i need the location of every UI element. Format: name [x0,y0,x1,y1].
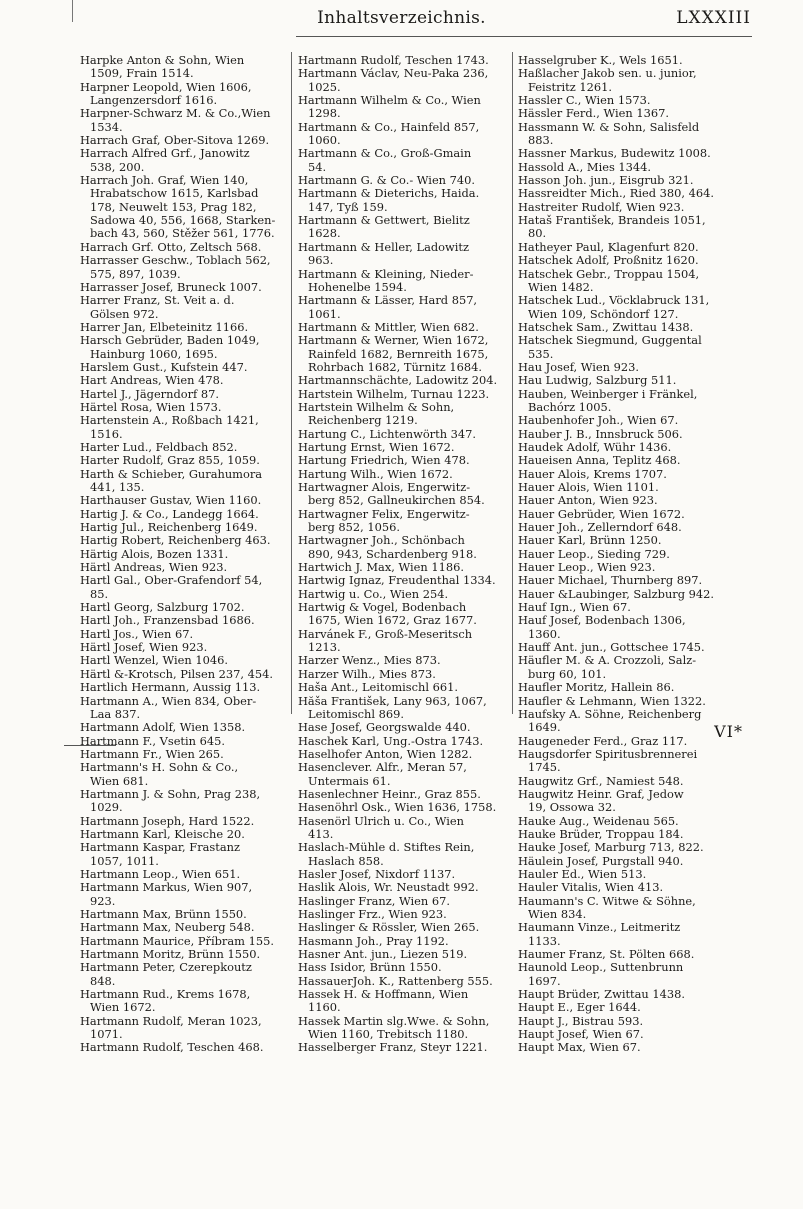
index-entry: Hass Isidor, Brünn 1550. [298,960,442,975]
index-entry-continuation: Hainburg 1060, 1695. [90,346,218,361]
index-entry-continuation: 1360. [528,626,561,641]
index-entry-continuation: 1298. [308,106,341,121]
index-entry-continuation: 1675, Wien 1672, Graz 1677. [308,613,477,628]
index-entry: Harpke Anton & Sohn, Wien [80,53,245,67]
index-entry: Hasenörl Ulrich u. Co., Wien [298,813,464,828]
page-title: Inhaltsverzeichnis. [317,8,486,28]
index-entry: Hartmann Joseph, Hard 1522. [80,813,255,828]
index-column-3 [518,54,750,1055]
index-entry-continuation: 54. [308,159,327,174]
index-entry: Haugwitz Grf., Namiest 548. [518,773,684,788]
index-entry: Haschek Karl, Ung.-Ostra 1743. [298,733,484,748]
index-entry: Hartmann & Gettwert, Bielitz [298,213,470,228]
index-entry: Hau Ludwig, Salzburg 511. [518,373,677,388]
index-entry: Hartl Georg, Salzburg 1702. [80,600,245,615]
index-entry: Hartmann Markus, Wien 907, [80,880,253,895]
index-entry: Hartig J. & Co., Landegg 1664. [80,506,259,521]
index-entry: Hartwig & Vogel, Bodenbach [298,600,467,615]
index-entry: Hauer Gebrüder, Wien 1672. [518,506,685,521]
index-entry: Harrach Graf, Ober-Sitova 1269. [80,133,270,148]
index-entry: Hartmann Adolf, Wien 1358. [80,720,246,735]
index-entry: Harsch Gebrüder, Baden 1049, [80,333,260,348]
index-entry: Hartmann Kaspar, Frastanz [80,840,240,855]
index-entry-continuation: 178, Neuwelt 153, Prag 182, [90,199,257,214]
index-entry: Harrer Jan, Elbeteinitz 1166. [80,319,249,334]
index-entry: Harter Lud., Feldbach 852. [80,439,238,454]
index-entry-continuation: Untermais 61. [308,773,391,788]
index-entry: Haslinger & Rössler, Wien 265. [298,920,480,935]
index-entry: Haumann's C. Witwe & Söhne, [518,893,696,908]
index-entry: Haupt E., Eger 1644. [518,1000,641,1015]
index-entry: Hartmann Karl, Kleische 20. [80,826,245,841]
index-entry: Hart Andreas, Wien 478. [80,373,224,388]
index-entry: Hartstein Wilhelm, Turnau 1223. [298,386,490,401]
index-entry: Haša Ant., Leitomischl 661. [298,680,458,695]
index-entry: Haueisen Anna, Teplitz 468. [518,453,681,468]
index-entry: Hartwagner Alois, Engerwitz- [298,480,471,494]
index-entry: Hartel J., Jägerndorf 87. [80,386,220,401]
index-entry-continuation: berg 852, Gallneukirchen 854. [308,493,485,508]
index-entry: Hauber J. B., Innsbruck 506. [518,426,683,441]
index-entry: Hartmann Václav, Neu-Paka 236, [298,66,489,81]
index-entry-continuation: Hrabatschow 1615, Karlsbad [90,186,259,201]
index-column-1 [80,54,304,1055]
index-entry: Hatschek Lud., Vöcklabruck 131, [518,293,710,308]
index-entry: Hauer Karl, Brünn 1250. [518,533,662,548]
column-divider [291,52,292,714]
index-entry: Hartmann Maurice, Příbram 155. [80,933,274,948]
index-entry: Harvánek F., Groß-Meseritsch [298,626,473,641]
index-entry-continuation: berg 852, 1056. [308,520,400,535]
index-entry: Hassner Markus, Budewitz 1008. [518,146,711,161]
index-entry: Hassreidter Mich., Ried 380, 464. [518,186,715,201]
index-entry-continuation: 883. [528,133,554,148]
index-entry: Harrer Franz, St. Veit a. d. [80,293,235,308]
index-entry: Hassold A., Mies 1344. [518,159,652,174]
index-entry: Harrasser Geschw., Toblach 562, [80,253,271,268]
index-entry: Hartwagner Joh., Schönbach [298,533,465,548]
index-entry: Hartmann Peter, Czerepkoutz [80,960,252,975]
index-entry: Hartmann & Kleining, Nieder- [298,266,474,281]
index-entry-continuation: Wien 1672. [90,1000,156,1015]
index-entry: Harzer Wilh., Mies 873. [298,666,436,681]
index-entry: Hasenöhrl Osk., Wien 1636, 1758. [298,800,497,815]
index-entry: Hartmann & Dieterichs, Haida. [298,186,480,201]
index-entry: Hartmann Wilhelm & Co., Wien [298,93,481,108]
index-entry-continuation: 1509, Frain 1514. [90,66,194,81]
index-entry: Harslem Gust., Kufstein 447. [80,359,248,374]
index-entry: Hassmann W. & Sohn, Salisfeld [518,119,700,134]
index-entry: Hasmann Joh., Pray 1192. [298,933,449,948]
index-entry: Hasselberger Franz, Steyr 1221. [298,1040,488,1055]
index-entry-continuation: 1029. [90,800,123,815]
index-entry-continuation: Bachórz 1005. [528,399,612,414]
index-entry: Hartmann F., Vsetin 645. [80,733,225,748]
index-entry: Hastreiter Rudolf, Wien 923. [518,199,685,214]
index-entry: Hatschek Gebr., Troppau 1504, [518,266,700,281]
index-entry: Hartmann Fr., Wien 265. [80,746,224,761]
index-entry-continuation: Feistritz 1261. [528,79,612,94]
index-entry: Hartmann & Lässer, Hard 857, [298,293,478,308]
index-entry: Hartmann J. & Sohn, Prag 238, [80,786,261,801]
index-entry: Haunold Leop., Suttenbrunn [518,960,684,975]
index-entry: Haupt J., Bistrau 593. [518,1013,644,1028]
index-entry: Hässler Ferd., Wien 1367. [518,106,669,121]
index-entry: Harpner-Schwarz M. & Co.,Wien [80,106,271,121]
footer-rule [64,745,116,746]
index-entry-continuation: Wien 1482. [528,279,594,294]
index-entry: Hauf Josef, Bodenbach 1306, [518,613,686,628]
index-entry: Hauer Alois, Wien 1101. [518,480,659,494]
index-entry: Haudek Adolf, Wühr 1436. [518,439,672,454]
signature-mark: VI* [714,722,743,741]
index-entry-continuation: 19, Ossowa 32. [528,800,616,815]
index-entry: Harrach Grf. Otto, Zeltsch 568. [80,239,262,254]
column-divider [512,52,513,714]
index-entry: Hassek Martin slg.Wwe. & Sohn, [298,1013,490,1028]
index-entry: Hăša František, Lany 963, 1067, [298,693,487,708]
index-entry: Hartmann Max, Neuberg 548. [80,920,255,935]
index-entry: Hartmann & Co., Hainfeld 857, [298,119,480,134]
index-entry: HassauerJoh. K., Rattenberg 555. [298,973,493,988]
index-entry: Hauler Vitalis, Wien 413. [518,880,664,895]
index-entry: Hauke Josef, Marburg 713, 822. [518,840,704,855]
index-entry: Hauer Michael, Thurnberg 897. [518,573,703,588]
index-entry-continuation: Wien 109, Schöndorf 127. [528,306,679,321]
index-entry: Hartl Gal., Ober-Grafendorf 54, [80,573,263,588]
index-entry: Hartmann & Werner, Wien 1672, [298,333,489,348]
index-entry: Hartung Friedrich, Wien 478. [298,453,470,468]
index-entry-continuation: 1060. [308,133,341,148]
index-entry: Hauben, Weinberger i Fränkel, [518,386,698,401]
index-entry: Hau Josef, Wien 923. [518,359,639,374]
index-entry-continuation: 1057, 1011. [90,853,159,868]
index-entry: Haslinger Frz., Wien 923. [298,907,447,921]
index-entry: Haugeneder Ferd., Graz 117. [518,733,688,748]
index-entry: Hatschek Adolf, Proßnitz 1620. [518,253,699,268]
index-entry: Hartung Wilh., Wien 1672. [298,466,453,481]
index-entry-continuation: 147, Tyß 159. [308,199,388,214]
index-entry: Harpner Leopold, Wien 1606, [80,79,252,94]
index-entry-continuation: 1071. [90,1027,123,1042]
index-entry-continuation: 1213. [308,640,341,655]
index-column-2 [298,54,512,1055]
index-entry: Haupt Josef, Wien 67. [518,1027,644,1042]
index-entry: Hartmann Moritz, Brünn 1550. [80,947,261,962]
index-entry: Hartlich Hermann, Aussig 113. [80,680,261,695]
index-entry-continuation: 1745. [528,760,561,775]
index-entry: Hauke Aug., Weidenau 565. [518,813,679,828]
index-entry-continuation: Langenzersdorf 1616. [90,93,218,108]
index-entry: Hatschek Siegmund, Guggental [518,333,702,348]
index-entry: Haselhofer Anton, Wien 1282. [298,746,473,761]
index-entry: Hauke Brüder, Troppau 184. [518,826,684,841]
index-entry-continuation: 1628. [308,226,341,241]
index-entry-continuation: burg 60, 101. [528,666,607,681]
index-entry: Härtel Rosa, Wien 1573. [80,399,222,414]
index-entry: Hauer Leop., Wien 923. [518,560,656,575]
index-entry: Hassek H. & Hoffmann, Wien [298,987,469,1002]
index-entry-continuation: 1697. [528,973,561,988]
index-entry: Haufler Moritz, Hallein 86. [518,680,675,695]
index-entry: Harthauser Gustav, Wien 1160. [80,493,262,508]
index-entry-continuation: Wien 681. [90,773,149,788]
index-entry: Haufsky A. Söhne, Reichenberg [518,706,702,721]
index-entry: Härtl Andreas, Wien 923. [80,560,228,575]
index-entry: Hartmann & Heller, Ladowitz [298,239,470,254]
index-entry-continuation: Laa 837. [90,706,141,721]
index-entry: Hartmann G. & Co.- Wien 740. [298,173,475,188]
index-entry: Hauler Ed., Wien 513. [518,866,647,881]
header-rule [296,36,752,37]
index-entry: Hartmann Rudolf, Teschen 468. [80,1040,264,1055]
index-entry-continuation: 1133. [528,933,561,948]
index-entry-continuation: 1534. [90,119,123,134]
index-entry-continuation: Hohenelbe 1594. [308,279,407,294]
index-entry: Härtl Josef, Wien 923. [80,640,208,655]
index-entry: Hartmann's H. Sohn & Co., [80,760,239,775]
index-entry-continuation: Sadowa 40, 556, 1668, Starken- [90,213,276,228]
index-entry: Hasenclever. Alfr., Meran 57, [298,760,467,775]
index-entry: Harth & Schieber, Gurahumora [80,466,263,481]
index-entry: Hasselgruber K., Wels 1651. [518,53,683,67]
index-entry: Haumann Vinze., Leitmeritz [518,920,681,935]
index-entry: Hauer Leop., Sieding 729. [518,546,670,561]
index-entry-continuation: Leitomischl 869. [308,706,405,721]
index-entry: Harrach Joh. Graf, Wien 140, [80,173,249,188]
index-entry: Hauer Anton, Wien 923. [518,493,658,508]
index-entry: Härtl &-Krotsch, Pilsen 237, 454. [80,666,274,681]
index-entry-continuation: 413. [308,826,334,841]
index-entry: Hauer Alois, Krems 1707. [518,466,667,481]
index-entry: Hassler C., Wien 1573. [518,93,651,108]
index-entry-continuation: 538, 200. [90,159,145,174]
index-entry: Haslik Alois, Wr. Neustadt 992. [298,880,479,895]
index-entry: Haugwitz Heinr. Graf, Jedow [518,786,684,801]
index-entry-continuation: 848. [90,973,116,988]
index-entry-continuation: 1649. [528,720,561,735]
index-entry: Harzer Wenz., Mies 873. [298,653,441,668]
index-entry: Hartmann Rudolf, Teschen 1743. [298,53,489,67]
index-entry: Hatheyer Paul, Klagenfurt 820. [518,239,699,254]
index-entry-continuation: 1061. [308,306,341,321]
index-entry: Hartig Jul., Reichenberg 1649. [80,520,258,535]
index-entry: Hatschek Sam., Zwittau 1438. [518,319,694,334]
index-entry: Hartl Jos., Wien 67. [80,626,194,641]
index-entry: Hartmann & Mittler, Wien 682. [298,319,479,334]
index-entry: Harter Rudolf, Graz 855, 1059. [80,453,260,468]
index-entry: Hasler Josef, Nixdorf 1137. [298,866,456,881]
index-entry: Haßlacher Jakob sen. u. junior, [518,66,697,81]
index-entry: Haufler & Lehmann, Wien 1322. [518,693,706,708]
index-entry-continuation: 1160. [308,1000,341,1015]
index-entry-continuation: Rohrbach 1682, Türnitz 1684. [308,359,483,374]
index-entry: Hauer &Laubinger, Salzburg 942. [518,586,715,601]
index-entry: Hartig Robert, Reichenberg 463. [80,533,271,548]
page-number: LXXXIII [676,8,751,28]
index-entry-continuation: 923. [90,893,116,908]
index-entry-continuation: 441, 135. [90,480,145,494]
index-entry: Hartung Ernst, Wien 1672. [298,439,455,454]
index-entry: Haumer Franz, St. Pölten 668. [518,947,695,962]
index-entry: Harrach Alfred Grf., Janowitz [80,146,250,161]
index-entry: Haslach-Mühle d. Stiftes Rein, [298,840,475,855]
index-entry: Hartwig Ignaz, Freudenthal 1334. [298,573,496,588]
index-entry-continuation: 80. [528,226,547,241]
index-entry: Hartwagner Felix, Engerwitz- [298,506,470,521]
index-entry: Hataš František, Brandeis 1051, [518,213,706,228]
index-entry: Haubenhofer Joh., Wien 67. [518,413,679,428]
index-entry: Hartmann Rudolf, Meran 1023, [80,1013,262,1028]
index-entry: Hauer Joh., Zellerndorf 648. [518,520,682,535]
index-entry-continuation: 963. [308,253,334,268]
index-entry: Hauf Ign., Wien 67. [518,600,631,615]
index-entry: Hartmann & Co., Groß-Gmain [298,146,472,161]
index-entry: Hartmann A., Wien 834, Ober- [80,693,257,708]
index-entry: Hartstein Wilhelm & Sohn, [298,399,455,414]
index-entry: Haugsdorfer Spiritusbrennerei [518,746,698,761]
index-entry: Harrasser Josef, Bruneck 1007. [80,279,262,294]
index-entry-continuation: 535. [528,346,554,361]
index-entry: Härtig Alois, Bozen 1331. [80,546,229,561]
index-entry: Hartl Joh., Franzensbad 1686. [80,613,255,628]
index-entry: Hasson Joh. jun., Eisgrub 321. [518,173,694,188]
index-entry-continuation: 1025. [308,79,341,94]
index-entry: Hartmann Leop., Wien 651. [80,866,241,881]
page-header [0,0,803,40]
index-entry-continuation: 1516. [90,426,123,441]
index-entry: Hartl Wenzel, Wien 1046. [80,653,228,668]
index-entry: Hartwich J. Max, Wien 1186. [298,560,464,575]
index-entry-continuation: Gölsen 972. [90,306,159,321]
index-entry: Hartwig u. Co., Wien 254. [298,586,449,601]
index-entry: Hartmannschächte, Ladowitz 204. [298,373,498,388]
index-entry: Häulein Josef, Purgstall 940. [518,853,684,868]
index-entry-continuation: 575, 897, 1039. [90,266,181,281]
index-entry-continuation: bach 43, 560, Stěžer 561, 1776. [90,226,275,241]
index-entry: Hase Josef, Georgswalde 440. [298,720,471,735]
index-entry: Hartmann Max, Brünn 1550. [80,907,247,921]
index-entry: Hartung C., Lichtenwörth 347. [298,426,477,441]
index-entry: Hauff Ant. jun., Gottschee 1745. [518,640,705,655]
index-entry-continuation: Rainfeld 1682, Bernreith 1675, [308,346,489,361]
index-entry: Hasner Ant. jun., Liezen 519. [298,947,468,962]
index-entry-continuation: Wien 1160, Trebitsch 1180. [308,1027,469,1042]
index-entry: Haslinger Franz, Wien 67. [298,893,450,908]
index-entry-continuation: 890, 943, Schardenberg 918. [308,546,477,561]
index-entry: Hartenstein A., Roßbach 1421, [80,413,259,428]
index-entry: Hasenlechner Heinr., Graz 855. [298,786,481,801]
index-entry: Hartmann Rud., Krems 1678, [80,987,251,1002]
index-entry-continuation: Reichenberg 1219. [308,413,418,428]
index-entry: Haupt Max, Wien 67. [518,1040,641,1055]
index-entry-continuation: 85. [90,586,109,601]
index-entry: Häufler M. & A. Crozzoli, Salz- [518,653,697,668]
index-entry-continuation: Wien 834. [528,907,587,921]
index-entry-continuation: Haslach 858. [308,853,384,868]
index-entry: Haupt Brüder, Zwittau 1438. [518,987,685,1002]
